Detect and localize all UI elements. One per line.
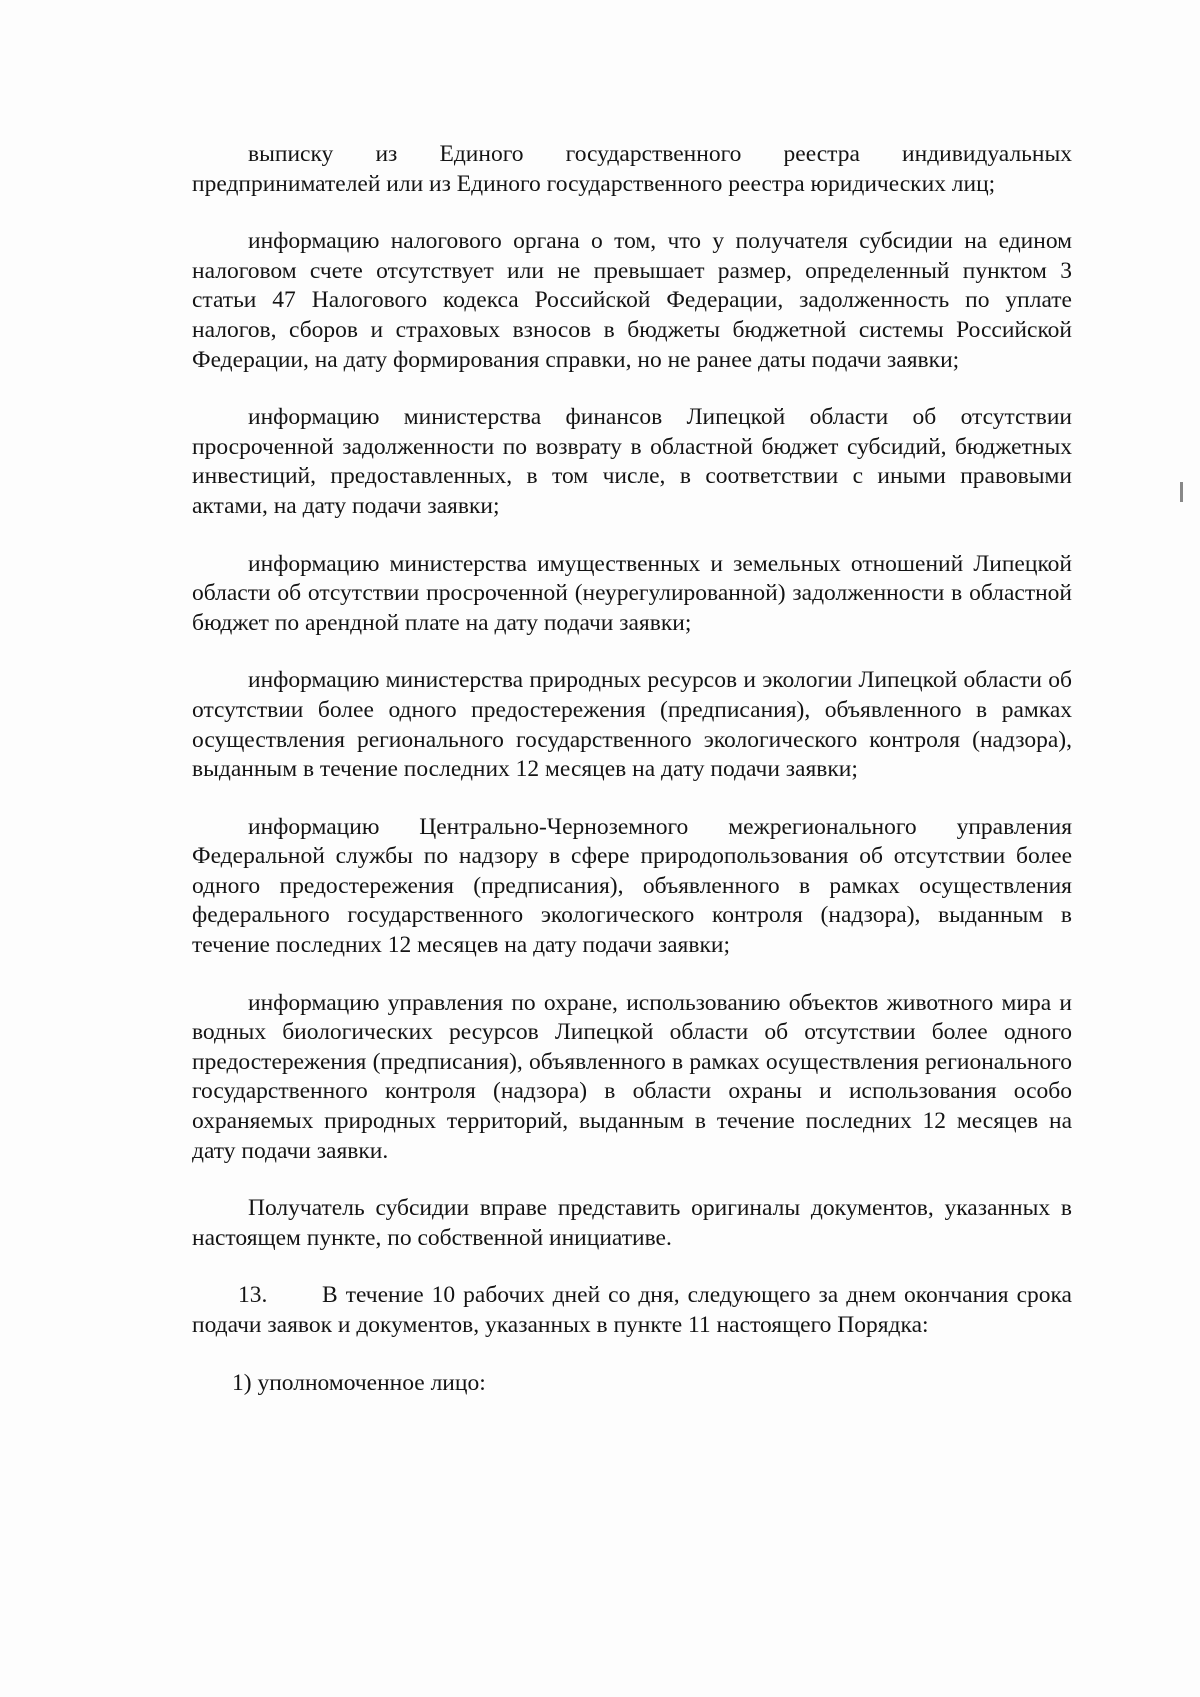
clause-13 (192, 1281, 1072, 1340)
paragraph-property-ministry-info: информацию министерства имущественных и земельных отношений Липецкой области об отсутствии просроченной (неурегулированной) задолженности в областной бюджет по арендной плате на дату подачи заявки; (192, 550, 1072, 636)
subitem-1: 1) уполномоченное лицо: (232, 1369, 486, 1396)
paragraph-federal-nature-service-info: информацию Центрально-Черноземного межрегионального управления Федеральной службы по надзору в сфере природопользования об отсутствии более одного предостережения (предписания), объявленного в рамках осуществления федерального государственного экологического контроля (надзора), выданным в течение последних 12 месяцев на дату подачи заявки; (192, 813, 1072, 959)
clause-13-text: В течение 10 рабочих дней со дня, следующего за днем окончания срока подачи заявок и документов, указанных в пункте 11 настоящего Порядка: (192, 1282, 1072, 1338)
paragraph-originals-note: Получатель субсидии вправе представить оригиналы документов, указанных в настоящем пункте, по собственной инициативе. (192, 1195, 1072, 1251)
paragraph-tax-info: информацию налогового органа о том, что у получателя субсидии на едином налоговом счете отсутствует или не превышает размер, определенный пунктом 3 статьи 47 Налогового кодекса Российской Федерации, задолженность по уплате налогов, сборов и страховых взносов в бюджеты бюджетной системы Российской Федерации, на дату формирования справки, но не ранее даты подачи заявки; (192, 228, 1072, 373)
paragraph-egr-extract: выписку из Единого государственного реестра индивидуальных предпринимателей или из Единого государственного реестра юридических лиц; (192, 141, 1072, 197)
paragraph-wildlife-management-info: информацию управления по охране, использованию объектов животного мира и водных биологических ресурсов Липецкой области об отсутствии более одного предостережения (предписания), объявленного в рамках осуществления регионального государственного контроля (надзора) в области охраны и использования особо охраняемых природных территорий, выданным в течение последних 12 месяцев на дату подачи заявки. (192, 989, 1072, 1164)
paragraph-finance-ministry-info: информацию министерства финансов Липецкой области об отсутствии просроченной задолженности по возврату в областной бюджет субсидий, бюджетных инвестиций, предоставленных, в том числе, в соответствии с иными правовыми актами, на дату подачи заявки; (192, 404, 1072, 519)
document-body (192, 140, 1072, 1426)
paragraph-ecology-ministry-info: информацию министерства природных ресурсов и экологии Липецкой области об отсутствии более одного предостережения (предписания), объявленного в рамках осуществления регионального государственного экологического контроля (надзора), выданным в течение последних 12 месяцев на дату подачи заявки; (192, 667, 1072, 783)
scan-edge-mark (1180, 482, 1183, 502)
clause-13-number: 13. (238, 1282, 268, 1309)
